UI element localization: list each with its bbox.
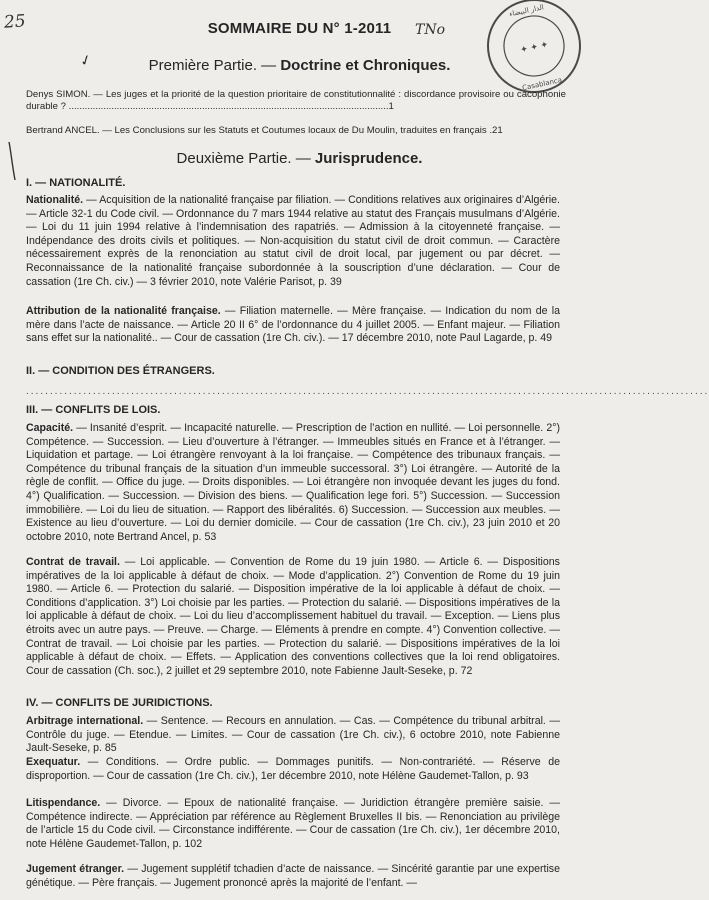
para-text: — Filiation maternelle. — Mère française. — Indication du nom de la mère dans l’acte de naissance. — Article 20 II 6° de l’ordonnance du 4 juillet 2005. — Enfant majeur. — Filiation sans effet sur la nationalité.. — Cour de cassation (1re Ch. civ.). — 17 décembre 2010, note Paul Lagarde, p. 49 — [26, 305, 560, 345]
para-contrat-travail — [26, 556, 560, 678]
para-capacite — [26, 422, 560, 544]
section-conflits-juridictions: IV. — CONFLITS DE JURIDICTIONS. — [26, 697, 213, 709]
para-text: — Acquisition de la nationalité française par filiation. — Conditions relatives aux originaires d’Algérie. — Article 32-1 du Code civil. — Ordonnance du 7 mars 1944 relative au statut des Français musulmans d’Algérie. — Loi du 11 juin 1994 relative à l’indemnisation des rapatriés. — Admission à la citoyenneté française. — Indépendance des droits civils et politiques. — Non-acquisition du statut civil de droit commun. — Caractère nécessairement exprès de la renonciation au statut civil de droit local, par jugement ou par décret. — Reconnaissance de la nationalité française subordonnée à la souscription d’une déclaration. — Cour de cassation (1re Ch. civ.) — 3 février 2010, note Valérie Parisot, p. 39 — [26, 194, 560, 288]
part1-label: Doctrine et Chroniques. — [280, 57, 451, 74]
para-text: — Insanité d’esprit. — Incapacité naturelle. — Prescription de l’action en nullité. — Loi personnelle. 2°) Compétence. — Succession. — Lieu d’ouverture à l’étranger. — Immeubles situés en France et à l’étranger. — Liquidation et partage. — Loi étrangère renvoyant à la loi française. — Compétence des tribunaux français. — Compétence du tribunal français de la situation d’un immeuble successoral. 3°) Loi étrangère. — Autorité de la règle de conflit. — Office du juge. — Droits disponibles. — Loi étrangère non invoquée devant les juges du fond. 4°) Qualification. — Succession. — Division des biens. — Qualification lege fori. 5°) Succession. — Succession immobilière. — Loi du lieu de situation. — Rapport des libéralités. 6) Succession. — Succession aux meubles. — Existence au lieu d’ouverture. — Loi du dernier domicile. — Cour de cassation (1re Ch. civ.), 23 juin 2010 et 20 octobre 2010, note Bertrand Ancel, p. 53 — [26, 422, 560, 543]
handwritten-mark: ✓ — [77, 50, 94, 70]
para-exequatur — [26, 756, 560, 783]
para-text: — Jugement supplétif tchadien d’acte de naissance. — Sincérité garantie par une expertise génétique. — Père français. — Jugement prononcé après la majorité de l’enfant. — — [26, 863, 560, 889]
part2-prefix: Deuxième Partie. — — [176, 150, 315, 167]
handwritten-number: 25 — [3, 11, 27, 33]
entry-ancel: Bertrand ANCEL. — Les Conclusions sur les Statuts et Coutumes locaux de Du Moulin, traduites en français .21 — [26, 125, 503, 136]
part1-heading — [0, 57, 599, 74]
para-head: Attribution de la nationalité française. — [26, 305, 221, 317]
part1-prefix: Première Partie. — — [148, 57, 281, 74]
para-text: — Conditions. — Ordre public. — Dommages punitifs. — Non-contrariété. — Réserve de disproportion. — Cour de cassation (1re Ch. civ.), 1er décembre 2010, note Hélène Gaudemet-Tallon, p. 93 — [26, 756, 560, 782]
entry-simon: Denys SIMON. — Les juges et la priorité de la question prioritaire de constitutionnalité : discordance provisoire ou cacophonie durable ? ........................................................................................................................1 — [26, 89, 566, 113]
para-head: Contrat de travail. — [26, 556, 120, 568]
para-litispendance — [26, 797, 560, 851]
svg-text:الدار البيضاء: الدار البيضاء — [508, 3, 545, 19]
part2-label: Jurisprudence. — [314, 150, 423, 167]
para-head: Exequatur. — [26, 756, 81, 768]
summary-title: SOMMAIRE DU N° 1-2011 — [207, 20, 392, 37]
para-nationalite — [26, 194, 560, 289]
para-arbitrage — [26, 715, 560, 756]
para-head: Capacité. — [26, 422, 74, 434]
svg-text:✦ ✦ ✦: ✦ ✦ ✦ — [519, 40, 550, 56]
svg-text:Casablanca: Casablanca — [521, 76, 563, 93]
library-stamp — [478, 0, 590, 100]
para-head: Jugement étranger. — [26, 863, 125, 875]
para-text: — Loi applicable. — Convention de Rome du 19 juin 1980. — Article 6. — Dispositions impératives de la loi applicable à défaut de choix. — Mode d’application. 2°) Convention de Rome du 19 juin 1980. — Article 6. — Protection du salarié. — Disposition impérative de la loi applicable à défaut de choix. — Conditions d’application. 3°) Loi choisie par les parties. — Protection du salarié. — Dispositions impératives de la loi applicable à défaut de choix. — Loi du lieu d’accomplissement habituel du travail. — Exception. — Liens plus étroits avec un autre pays. — Preuve. — Charge. — Eléments à prendre en compte. 4°) Convention collective. — Contrat de travail. — Loi choisie par les parties. — Protection du salarié. — Dispositions impératives de la loi applicable à défaut de choix. — Effets. — Application des conventions collectives que la loi rend obligatoires. Cour de cassation (Ch. soc.), 2 juillet et 29 septembre 2010, note Fabienne Jault-Seseke, p. 72 — [26, 556, 560, 677]
para-attribution — [26, 305, 560, 346]
dotted-leader: ............................................................................................................................................... — [26, 386, 709, 397]
para-head: Arbitrage international. — [26, 715, 144, 727]
section-nationalite: I. — NATIONALITÉ. — [26, 177, 126, 189]
part2-heading — [0, 150, 599, 167]
para-jugement-etranger — [26, 863, 560, 890]
section-conflits-lois: III. — CONFLITS DE LOIS. — [26, 404, 161, 416]
para-text: — Divorce. — Epoux de nationalité française. — Juridiction étrangère première saisie. — Compétence indirecte. — Appréciation par référence au Règlement Bruxelles II bis. — Renonciation au privilège de l’article 15 du Code civil. — Circonstance indifférente. — Cour de cassation (1re Ch. civ.), 1er décembre 2010, note Hélène Gaudemet-Tallon, p. 102 — [26, 797, 560, 850]
para-head: Litispendance. — [26, 797, 101, 809]
para-text: — Sentence. — Recours en annulation. — Cas. — Compétence du tribunal arbitral. — Contrôle du juge. — Etendue. — Limites. — Cour de cassation (1re Ch. civ.), 6 octobre 2010, note Fabienne Jault-Seseke, p. 85 — [26, 715, 561, 755]
para-head: Nationalité. — [26, 194, 84, 206]
section-etrangers: II. — CONDITION DES ÉTRANGERS. — [26, 365, 215, 377]
handwritten-note: TNo — [415, 22, 446, 38]
